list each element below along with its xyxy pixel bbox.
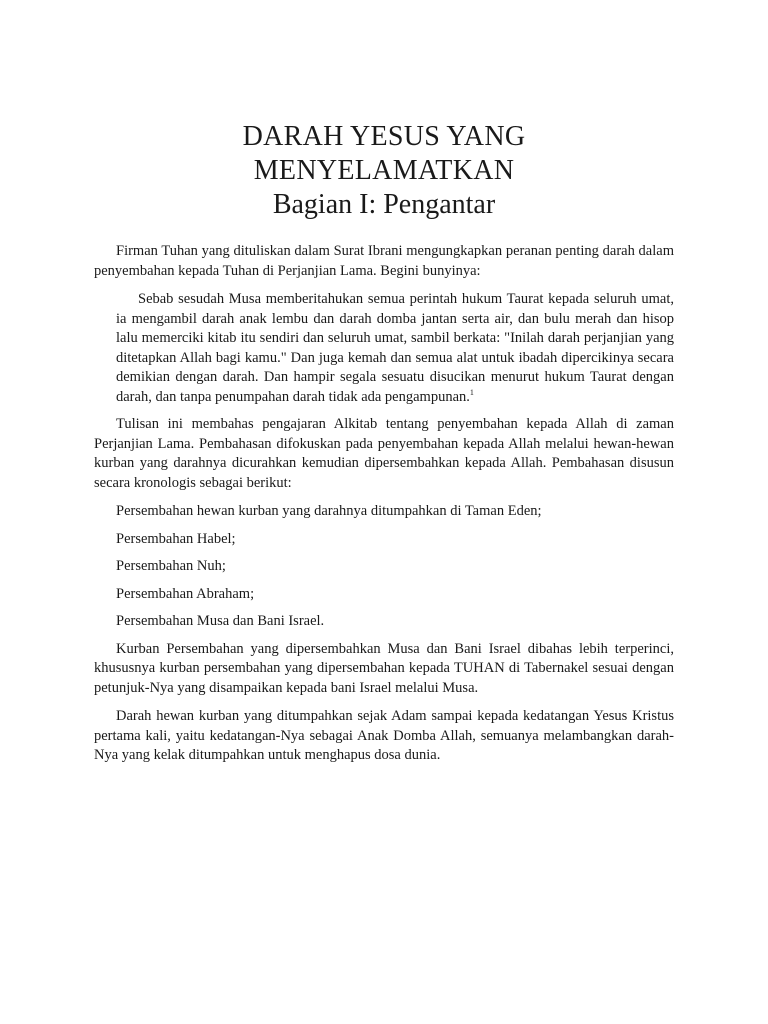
scripture-quote: [94, 290, 674, 407]
document-page: [94, 120, 674, 775]
offering-list: [94, 502, 674, 632]
list-item: Persembahan Habel;: [116, 530, 236, 547]
list-item: Persembahan hewan kurban yang darahnya ditumpahkan di Taman Eden;: [116, 503, 542, 519]
footnote-marker: 1: [469, 387, 474, 397]
paragraph-4: Darah hewan kurban yang ditumpahkan sejak Adam sampai kepada kedatangan Yesus Kristus pertama kali, yaitu kedatangan-Nya sebagai Anak Domba Allah, semuanya melambangkan darah-Nya yang kelak ditumpahkan untuk menghapus dosa dunia.: [94, 708, 674, 763]
intro-paragraph: Firman Tuhan yang dituliskan dalam Surat Ibrani mengungkapkan peranan penting darah dalam penyembahan kepada Tuhan di Perjanjian Lama. Begini bunyinya:: [94, 243, 674, 279]
paragraph-3: Kurban Persembahan yang dipersembahkan Musa dan Bani Israel dibahas lebih terperinci, khususnya kurban persembahan yang dipersembahan kepada TUHAN di Tabernakel sesuai dengan petunjuk-Nya yang disampaikan kepada bani Israel melalui Musa.: [94, 640, 674, 696]
document-title-line-2: MENYELAMATKAN: [253, 155, 515, 186]
scripture-quote-text: Sebab sesudah Musa memberitahukan semua perintah hukum Taurat kepada seluruh umat, ia mengambil darah anak lembu dan darah domba jantan serta air, dan bulu merah dan hisop lalu memerciki kitab itu sendiri dan seluruh umat, sambil berkata: "Inilah darah perjanjian yang ditetapkan Allah bagi kamu." Dan juga kemah dan semua alat untuk ibadah dipercikinya secara demikian dengan darah. Dan hampir segala sesuatu disucikan menurut hukum Taurat dengan darah, dan tanpa penumpahan darah tidak ada pengampunan.: [116, 291, 674, 405]
list-item: Persembahan Musa dan Bani Israel.: [116, 613, 325, 629]
document-subtitle: Bagian I: Pengantar: [272, 189, 496, 220]
list-item: Persembahan Abraham;: [116, 585, 255, 602]
paragraph-2: Tulisan ini membahas pengajaran Alkitab tentang penyembahan kepada Allah di zaman Perjanjian Lama. Pembahasan difokuskan pada penyembahan kepada Allah melalui hewan-hewan kurban yang darahnya dicurahkan kemudian dipersembahkan kepada Allah. Pembahasan disusun secara kronologis sebagai berikut:: [94, 416, 674, 491]
list-item: Persembahan Nuh;: [116, 558, 226, 574]
document-title-line-1: DARAH YESUS YANG: [242, 121, 526, 152]
